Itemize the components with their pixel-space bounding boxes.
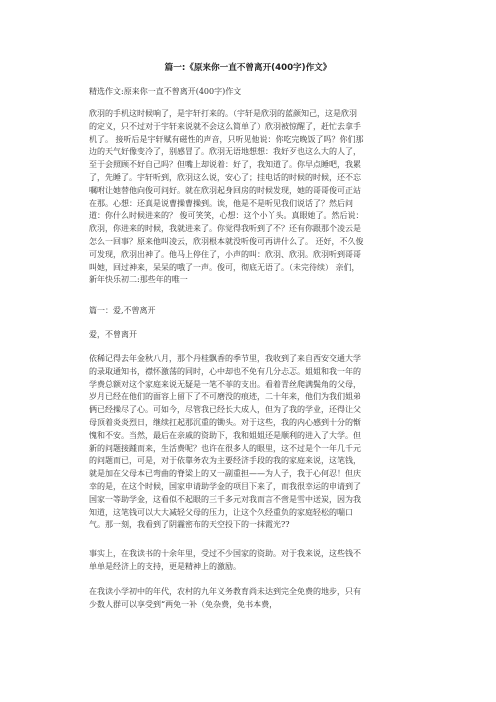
text-line: 叫她，回过神来，呆呆的哦了一声。俊可，彻底无语了。（未完待续） 亲们， — [89, 262, 360, 272]
text-line: 嘱咐让她替他向俊可问好。就在欣羽起身回房的时候发现，她的哥哥俊可正站 — [89, 185, 361, 195]
text-line: 怎么一回事？原来他叫凌云，欣羽根本就没听俊可再讲什么了。 还好，不久俊 — [89, 236, 364, 246]
text-line: 岁月已经在他们的面容上留下了不可磨没的痕迹，二十年来，他们为我们姐弟 — [89, 392, 361, 402]
text-line: 新的问题接踵而来，生活费呢？也许在很多人的眼里，这不过是个一年几千元 — [89, 443, 361, 453]
text-line: 就是加在父母本已弯曲的脊梁上的又一副重担——为人子，我于心何忍！但庆 — [89, 469, 361, 479]
text-line: 边的天气好像变冷了，别感冒了。欣羽无语地想想：我好歹也这么大的人了， — [89, 147, 361, 157]
text-line: 欣羽，你进来的时候，我就进来了。你觉得我听到了不？还有你跟那个凌云是 — [89, 224, 361, 234]
text-line: 新年快乐初二:那些年的唯一 — [89, 275, 188, 285]
section-heading: 篇一：爱,不曾离开 — [89, 306, 156, 315]
text-line: 学费总额对这个家庭来说无疑是一笔不菲的支出。看着青丝爬满鬓角的父母， — [89, 379, 361, 389]
text-line: 机了。 接听后是宇轩赋有磁性的声音，只听见他说：你吃完晚饭了吗？你们那 — [89, 134, 364, 144]
text-line: 的问题而已，可是，对于依靠务农为主要经济手段的我的家庭来说，这笔钱， — [89, 456, 361, 466]
document-subtitle: 精选作文:原来你一直不曾离开(400字)作文 — [89, 87, 242, 96]
text-line: 的录取通知书，襟怀激荡的同时，心中却也不免有几分忐忑。姐姐和我一年的 — [89, 366, 361, 376]
text-line: 母顶着炎炎烈日，继续扛起那沉重的锄头。对于这些，我的内心感到十分的惭 — [89, 417, 361, 427]
text-line: 少数人群可以享受到“两免一补（免杂费，免书本费， — [89, 599, 278, 609]
text-line: 在我读小学初中的年代，农村的九年义务教育尚未达到完全免费的地步，只有 — [89, 587, 361, 596]
text-line: 国家一等助学金，这看似不起眼的三千多元对我而言不啻是雪中送炭，因为我 — [89, 494, 361, 504]
text-line: 道：你什么时候进来的？ 俊可笑笑，心想：这个小丫头。真眼她了。然后说： — [89, 211, 364, 221]
paragraph-2 — [89, 353, 411, 532]
section-subheading: 爱，不曾离开 — [89, 330, 137, 339]
paragraph-1 — [89, 108, 411, 287]
text-line: 至于会照顾不好自己吗？但嘴上却说着：好了，我知道了。你早点睡吧，我累 — [89, 160, 361, 170]
paragraph-4 — [89, 586, 411, 612]
paragraph-3 — [89, 548, 411, 574]
text-line: 在那。心想：还真是说曹操曹操到。诶，他是不是听见我们说话了？然后问 — [89, 198, 353, 208]
text-line: 事实上，在我读书的十余年里，受过不少国家的资助。对于我来说，这些钱不 — [89, 549, 361, 558]
text-line: 了，先睡了。宇轩听到，欣羽这么说，安心了；挂电话的时候的时候，还不忘 — [89, 172, 361, 182]
text-line: 欣羽的手机这时候响了，是宇轩打来的。（宇轩是欣羽的蓝颜知己，这是欣羽 — [89, 109, 357, 118]
text-line: 单单是经济上的支持，更是精神上的激励。 — [89, 561, 241, 571]
text-line: 依稀记得去年金秋八月，那个丹桂飘香的季节里，我收到了来自西安交通大学 — [89, 354, 361, 363]
text-line: 知道，这笔钱可以大大减轻父母的压力，让这个久经重负的家庭轻松的喘口 — [89, 507, 353, 517]
document-title: 篇一:《原来你一直不曾离开(400字)作文》 — [164, 63, 332, 73]
text-line: 俩已经操尽了心。可如今，尽管我已经长大成人，但为了我的学业，还得让父 — [89, 405, 361, 415]
text-line: 气。那一刻，我看到了阴霾密布的天空投下的一抹霞光?? — [89, 520, 290, 530]
text-line: 愧和不安。当然，最后在亲戚的资助下，我和姐姐还是顺利的进入了大学。但 — [89, 430, 361, 440]
text-line: 可发现，欣羽出神了。他马上停住了，小声的叫：欣羽、欣羽。欣羽听到哥哥 — [89, 249, 361, 259]
text-line: 幸的是，在这个时候，国家申请助学金的项目下来了，而我很幸运的申请到了 — [89, 481, 361, 491]
text-line: 的定义，只不过对于宇轩来说就不会这么简单了）欣羽被惊醒了，赶忙去拿手 — [89, 121, 361, 131]
